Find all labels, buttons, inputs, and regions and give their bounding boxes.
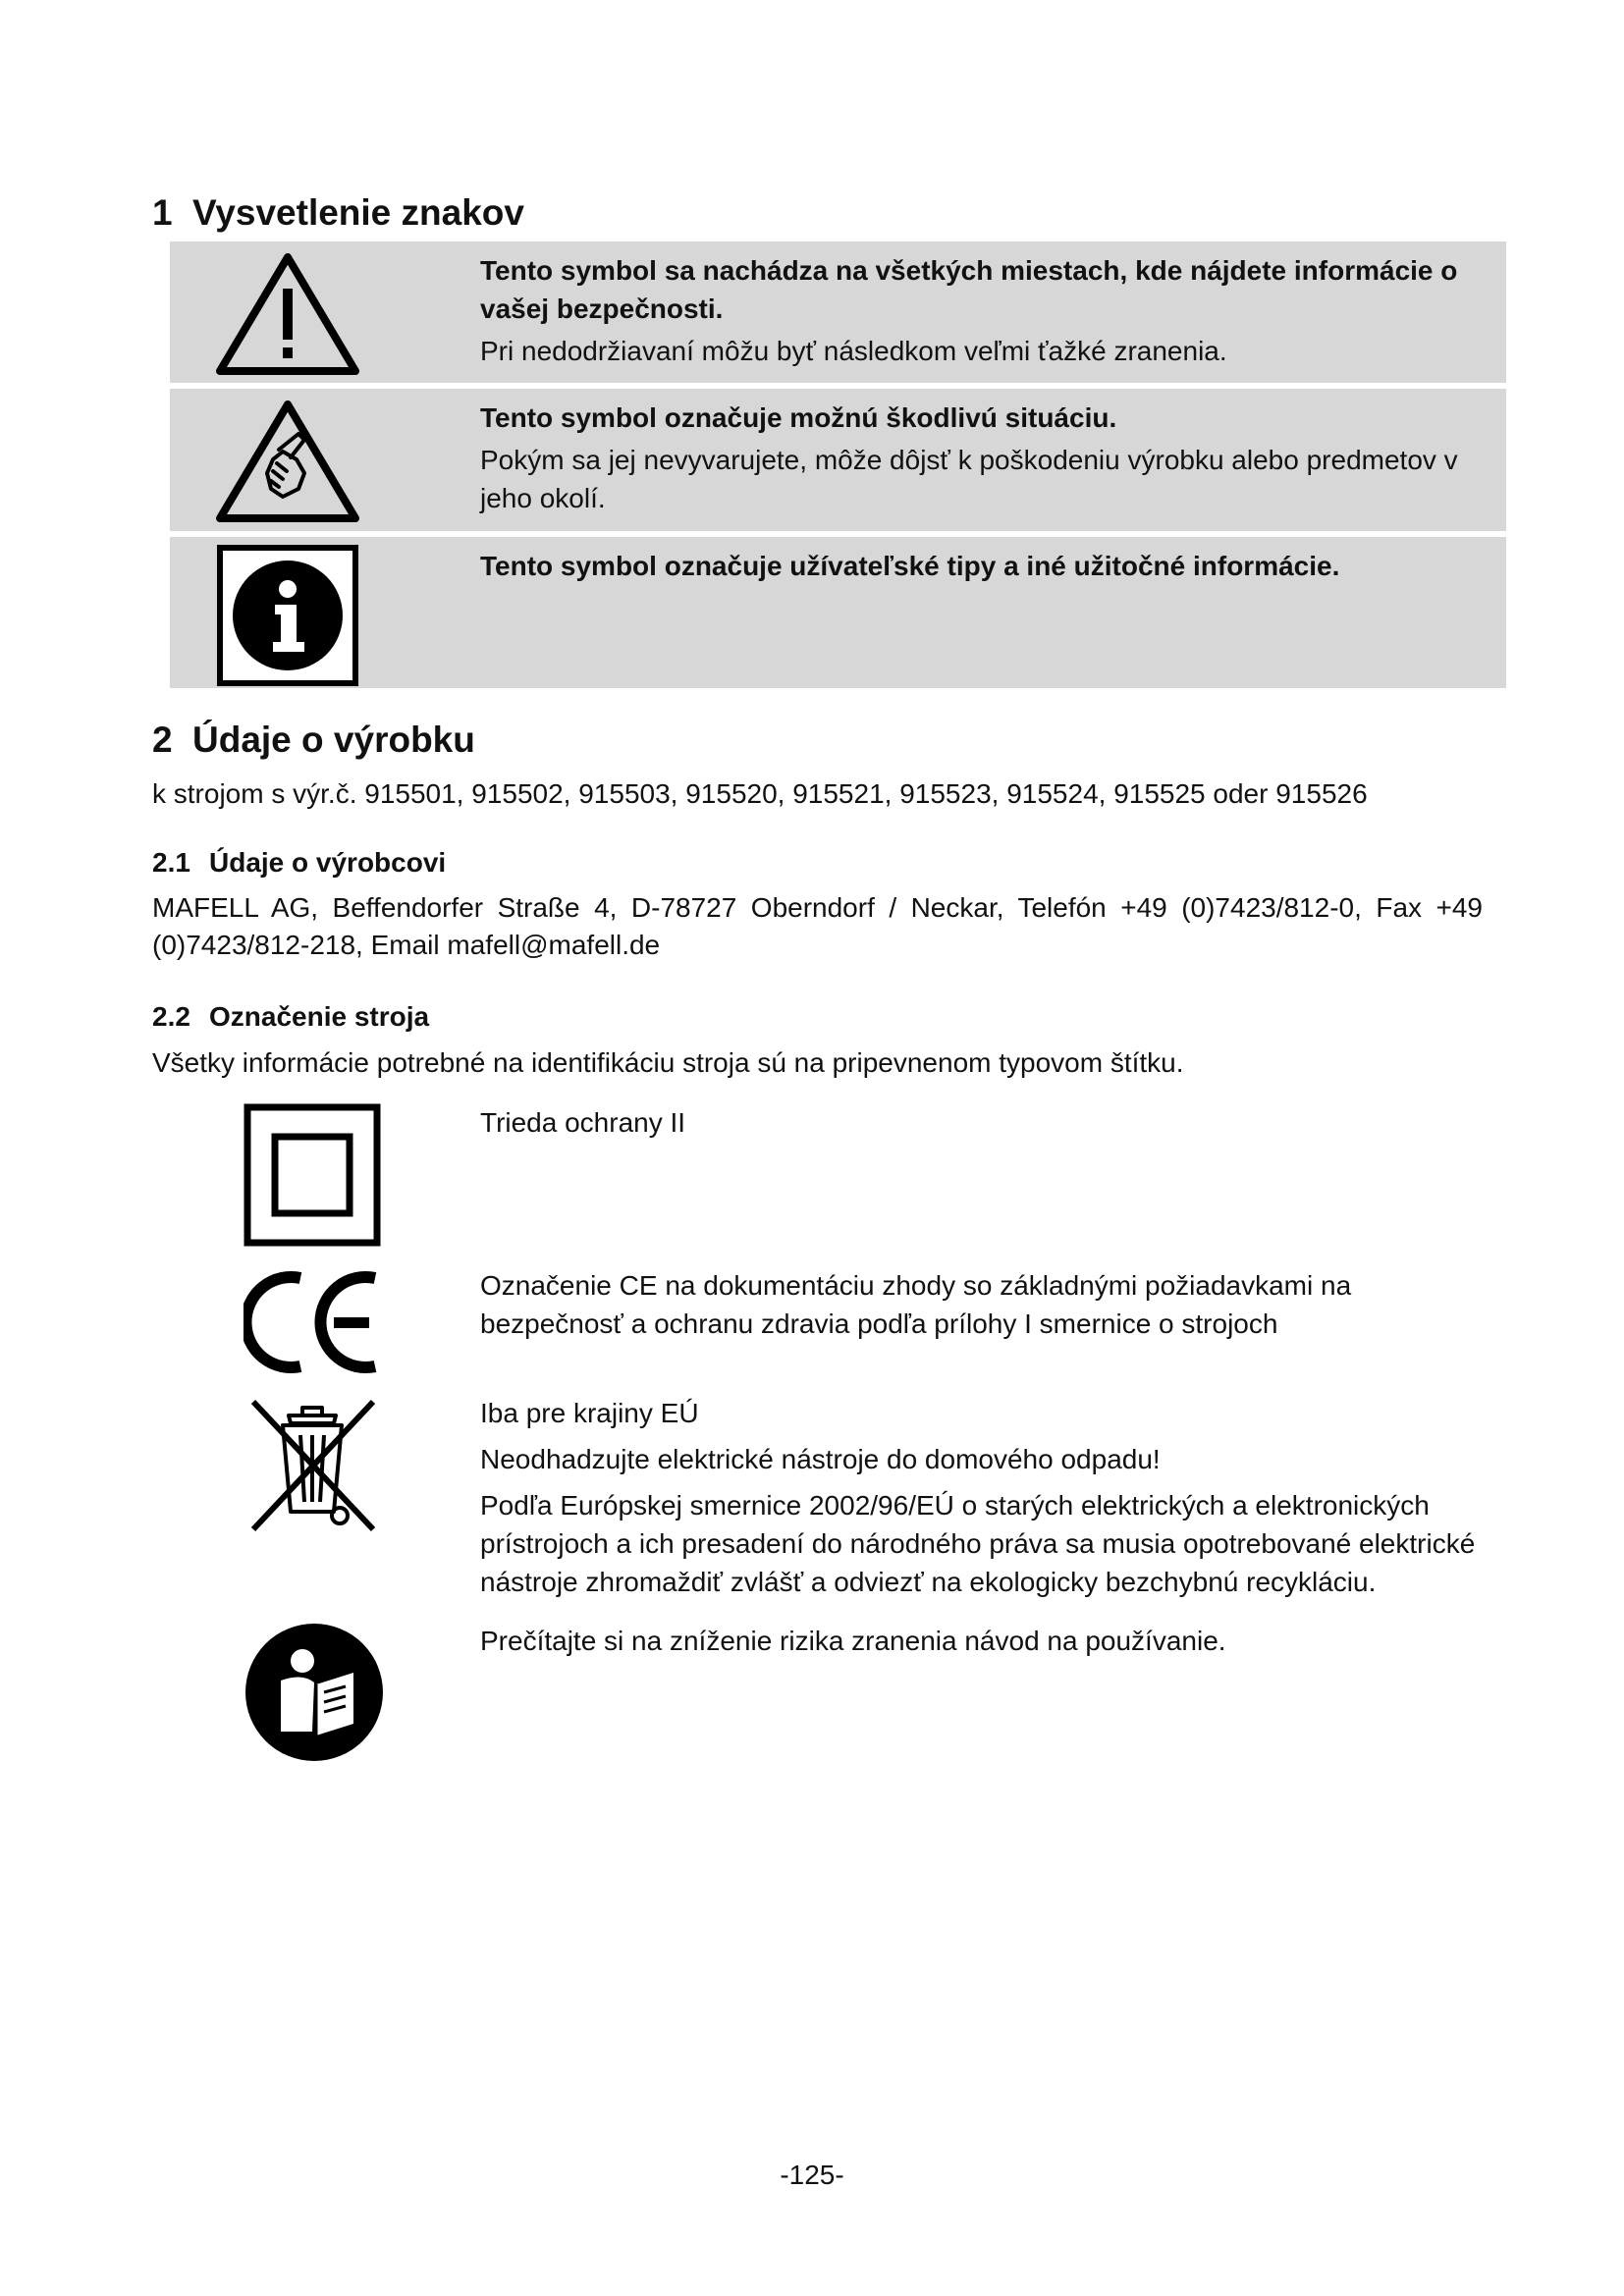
section-title: Vysvetlenie znakov [192, 192, 524, 233]
marking-line: Trieda ochrany II [480, 1107, 686, 1138]
warning-triangle-icon [209, 249, 366, 381]
read-manual-icon [244, 1622, 385, 1768]
marking-text [480, 1103, 1501, 1149]
marking-line: Prečítajte si na zníženie rizika zranenia návod na používanie. [480, 1626, 1226, 1656]
section-number: 2 [152, 720, 173, 760]
marking-row [226, 1266, 1502, 1380]
symbol-text [480, 399, 1482, 517]
symbol-description: Pri nedodržiavaní môžu byť následkom veľmi ťažké zranenia. [480, 336, 1227, 366]
subsection-number: 2.2 [152, 1001, 190, 1032]
page-number: -125- [780, 2160, 844, 2190]
symbol-row [170, 241, 1506, 389]
machine-marking-text: Všetky informácie potrebné na identifikáciu stroja sú na pripevnenom typovom štítku. [152, 1047, 1184, 1078]
info-icon [209, 545, 366, 686]
symbol-bold-text: Tento symbol sa nachádza na všetkých miestach, kde nájdete informácie o vašej bezpečnosti. [480, 255, 1458, 324]
marking-row [226, 1622, 1502, 1769]
marking-row [226, 1103, 1502, 1251]
subsection-title: Označenie stroja [209, 1001, 430, 1032]
symbol-bold-text: Tento symbol označuje užívateľské tipy a iné užitočné informácie. [480, 551, 1340, 581]
manufacturer-info: MAFELL AG, Beffendorfer Straße 4, D-78727 Oberndorf / Neckar, Telefón +49 (0)7423/812-0, Fax +49 (0)7423/812-218, Email mafell@mafell.de [152, 892, 1483, 960]
caution-hand-triangle-icon [209, 397, 366, 528]
ce-mark-icon [244, 1270, 381, 1379]
subsection-2-2-heading [152, 1001, 429, 1033]
subsection-title: Údaje o výrobcovi [209, 847, 447, 878]
symbol-bold-text: Tento symbol označuje možnú škodlivú situáciu. [480, 402, 1117, 433]
marking-line: Iba pre krajiny EÚ [480, 1398, 699, 1428]
section-number: 1 [152, 192, 173, 233]
marking-row [226, 1394, 1502, 1610]
symbol-description: Pokým sa jej nevyvarujete, môže dôjsť k poškodeniu výrobku alebo predmetov v jeho okolí. [480, 445, 1458, 513]
marking-text [480, 1266, 1501, 1351]
symbol-row [170, 537, 1506, 688]
symbol-row [170, 389, 1506, 537]
subsection-number: 2.1 [152, 847, 190, 878]
marking-line: Označenie CE na dokumentáciu zhody so základnými požiadavkami na bezpečnosť a ochranu zdravia podľa prílohy I smernice o strojoch [480, 1270, 1352, 1339]
marking-line: Podľa Európskej smernice 2002/96/EÚ o starých elektrických a elektronických prístrojoch a ich presadení do národného práva sa musia opotrebované elektrické nástroje zhromaždiť zvlášť a odviezť na ekologicky bezchybnú recykláciu. [480, 1490, 1476, 1597]
section-2-heading [152, 720, 475, 761]
marking-text [480, 1622, 1501, 1668]
product-intro: k strojom s výr.č. 915501, 915502, 915503, 915520, 915521, 915523, 915524, 915525 oder 915526 [152, 778, 1368, 809]
subsection-2-1-heading [152, 847, 446, 879]
section-1-heading [152, 192, 524, 234]
crossed-bin-icon [244, 1394, 381, 1538]
marking-text [480, 1394, 1501, 1609]
protection-class-ii-icon [244, 1103, 381, 1252]
section-title: Údaje o výrobku [192, 720, 475, 760]
symbol-text [480, 547, 1482, 589]
symbols-table [170, 241, 1506, 688]
symbol-text [480, 251, 1482, 370]
marking-line: Neodhadzujte elektrické nástroje do domového odpadu! [480, 1444, 1161, 1474]
